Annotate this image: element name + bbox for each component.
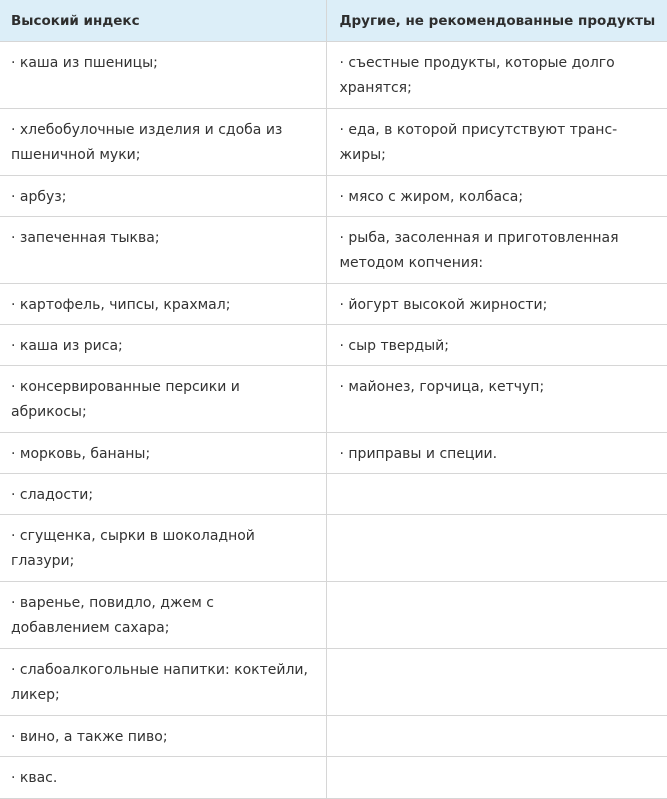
table-header-row [0,0,667,42]
cell-high-index: · вино, а также пиво; [0,716,326,757]
table-row [0,176,667,217]
table-row [0,433,667,474]
cell-high-index: · хлебобулочные изделия и сдоба из пшеничной муки; [0,109,326,176]
cell-high-index: · квас. [0,757,326,799]
table-row [0,284,667,325]
cell-not-recommended [326,649,667,716]
header-not-recommended: Другие, не рекомендованные продукты [326,0,667,42]
table-row [0,515,667,582]
cell-not-recommended [326,474,667,515]
cell-high-index: · сгущенка, сырки в шоколадной глазури; [0,515,326,582]
cell-high-index: · арбуз; [0,176,326,217]
table-row [0,582,667,649]
cell-high-index: · варенье, повидло, джем с добавлением сахара; [0,582,326,649]
cell-not-recommended: · приправы и специи. [326,433,667,474]
cell-not-recommended: · мясо с жиром, колбаса; [326,176,667,217]
cell-not-recommended: · майонез, горчица, кетчуп; [326,366,667,433]
cell-high-index: · каша из риса; [0,325,326,366]
table-row [0,716,667,757]
cell-not-recommended: · сыр твердый; [326,325,667,366]
cell-high-index: · слабоалкогольные напитки: коктейли, ликер; [0,649,326,716]
table-row [0,325,667,366]
table-row [0,366,667,433]
header-high-index: Высокий индекс [0,0,326,42]
cell-not-recommended: · рыба, засоленная и приготовленная методом копчения: [326,217,667,284]
cell-not-recommended [326,515,667,582]
cell-not-recommended [326,716,667,757]
cell-not-recommended [326,582,667,649]
table-row [0,42,667,109]
cell-high-index: · запеченная тыква; [0,217,326,284]
cell-not-recommended: · йогурт высокой жирности; [326,284,667,325]
table-row [0,474,667,515]
cell-high-index: · консервированные персики и абрикосы; [0,366,326,433]
table-row [0,757,667,799]
cell-not-recommended [326,757,667,799]
table-row [0,109,667,176]
table-row [0,217,667,284]
cell-high-index: · каша из пшеницы; [0,42,326,109]
cell-not-recommended: · еда, в которой присутствуют транс-жиры; [326,109,667,176]
cell-high-index: · картофель, чипсы, крахмал; [0,284,326,325]
cell-high-index: · сладости; [0,474,326,515]
cell-not-recommended: · съестные продукты, которые долго хранятся; [326,42,667,109]
table-row [0,649,667,716]
cell-high-index: · морковь, бананы; [0,433,326,474]
